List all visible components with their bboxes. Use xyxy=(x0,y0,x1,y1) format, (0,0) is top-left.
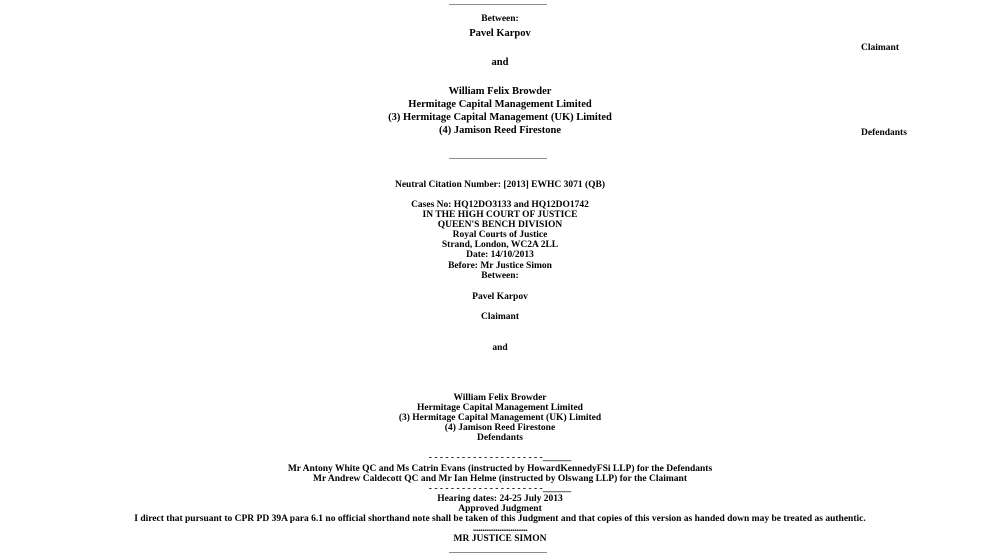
header-claimant-role: Claimant xyxy=(861,43,899,53)
court-line-high-court: IN THE HIGH COURT OF JUSTICE xyxy=(422,210,578,220)
header-defendant-3: (3) Hermitage Capital Management (UK) Limited xyxy=(388,112,612,123)
body-claimant-role: Claimant xyxy=(481,312,519,322)
body-defendant-3: (3) Hermitage Capital Management (UK) Limited xyxy=(398,413,602,423)
counsel-defendants: Mr Antony White QC and Ms Catrin Evans (instructed by HowardKennedyFSi LLP) for the Defendants xyxy=(287,464,713,474)
header-defendant-4: (4) Jamison Reed Firestone xyxy=(439,125,561,136)
judge-name: MR JUSTICE SIMON xyxy=(453,534,547,544)
bottom-rule xyxy=(449,552,547,553)
body-defendants-role: Defendants xyxy=(477,433,523,443)
header-defendant-2: Hermitage Capital Management Limited xyxy=(408,99,592,110)
court-line-between: Between: xyxy=(481,271,519,281)
header-defendants-role: Defendants xyxy=(861,128,907,138)
body-defendant-4: (4) Jamison Reed Firestone xyxy=(444,423,556,433)
body-defendant-2: Hermitage Capital Management Limited xyxy=(417,403,583,413)
header-and: and xyxy=(491,57,509,68)
top-rule xyxy=(449,4,547,5)
neutral-citation: Neutral Citation Number: [2013] EWHC 3071 (QB) xyxy=(394,180,606,190)
approved-judgment: Approved Judgment xyxy=(458,504,542,514)
counsel-claimant: Mr Andrew Caldecott QC and Mr Ian Helme (instructed by Olswang LLP) for the Claimant xyxy=(312,474,687,484)
court-line-date: Date: 14/10/2013 xyxy=(466,250,534,260)
header-rule xyxy=(449,158,547,159)
court-line-cases: Cases No: HQ12DO3133 and HQ12DO1742 xyxy=(411,200,589,210)
header-defendant-1: William Felix Browder xyxy=(448,86,552,97)
separator-2: - - - - - - - - - - - - - - - - - - - - -______ xyxy=(428,484,572,494)
header-claimant-name: Pavel Karpov xyxy=(469,28,531,39)
body-claimant-name: Pavel Karpov xyxy=(472,292,528,302)
separator-1: - - - - - - - - - - - - - - - - - - - - -______ xyxy=(428,453,572,463)
direction-text: I direct that pursuant to CPR PD 39A para 6.1 no official shorthand note shall be taken of this Judgment and that copies of this version as handed down may be treated as authentic. xyxy=(134,514,866,524)
body-defendant-1: William Felix Browder xyxy=(453,393,547,403)
court-line-before: Before: Mr Justice Simon xyxy=(448,261,552,271)
signature-dots: ............................. xyxy=(472,524,528,534)
court-line-royal-courts: Royal Courts of Justice xyxy=(452,230,548,240)
header-between: Between: xyxy=(481,14,519,24)
court-line-division: QUEEN'S BENCH DIVISION xyxy=(437,220,563,230)
body-and: and xyxy=(492,343,508,353)
court-line-address: Strand, London, WC2A 2LL xyxy=(441,240,559,250)
hearing-dates: Hearing dates: 24-25 July 2013 xyxy=(437,494,563,504)
